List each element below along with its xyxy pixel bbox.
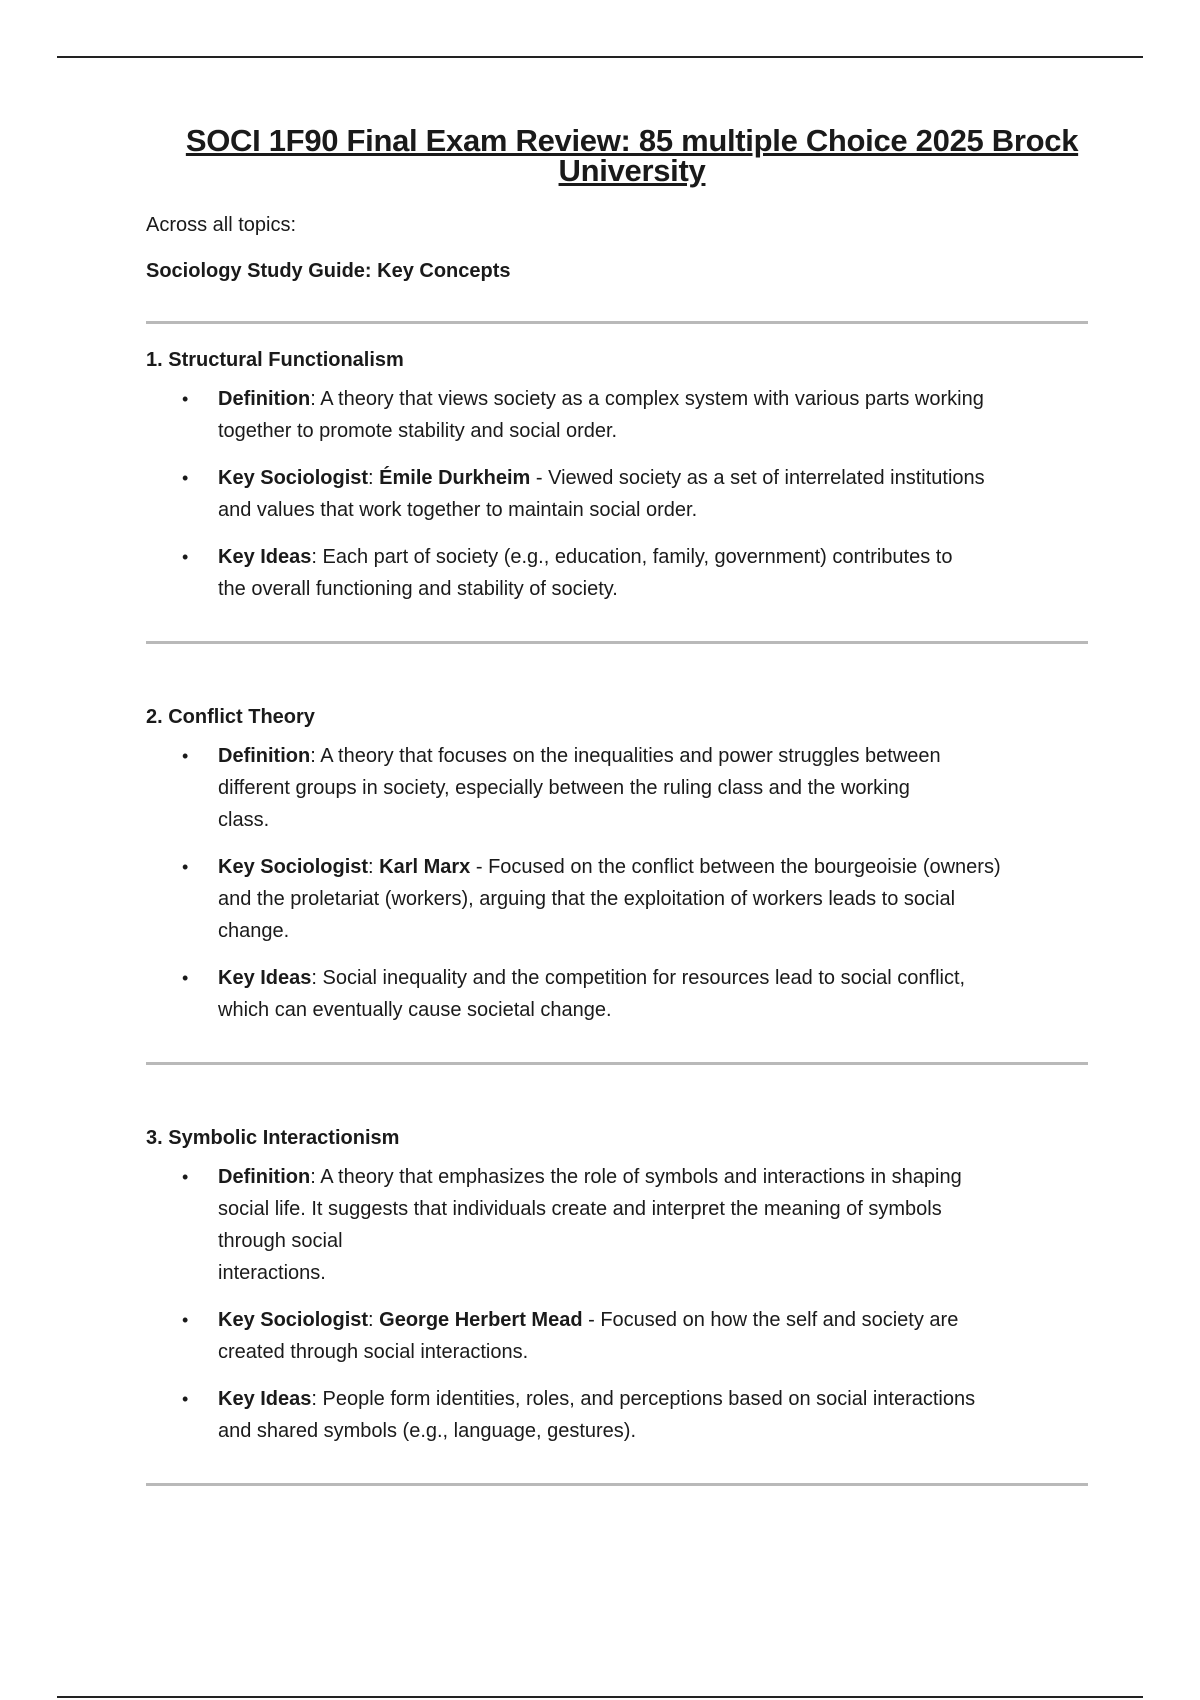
point-label: Key Ideas — [218, 546, 312, 568]
point-text-line: People form identities, roles, and perceptions based on social interactions — [322, 1388, 976, 1410]
point-label: Key Sociologist — [218, 856, 369, 878]
bullet-glyph: • — [182, 389, 189, 409]
point-label: Key Sociologist — [218, 1309, 369, 1331]
list-item: • Key Ideas: Each part of society (e.g., education, family, government) contributes to the overall functioning and stability of society. — [146, 541, 1088, 605]
document-body — [146, 123, 1088, 1486]
point-text-line: A theory that views society as a complex system with various parts working — [320, 388, 984, 410]
point-label: Key Ideas — [218, 967, 312, 989]
bullet-glyph: • — [182, 547, 189, 567]
bullet-glyph: • — [182, 746, 189, 766]
point-text-line: change. — [218, 920, 290, 942]
list-item: • Key Sociologist: Émile Durkheim - Viewed society as a set of interrelated institutions and values that work together to maintain social order. — [146, 462, 1088, 526]
point-text-line: Each part of society (e.g., education, family, government) contributes to — [322, 546, 953, 568]
bullet-glyph: • — [182, 1389, 189, 1409]
page-top-rule — [57, 56, 1143, 58]
bullet-glyph: • — [182, 468, 189, 488]
list-item: • Key Sociologist: Karl Marx - Focused on the conflict between the bourgeoisie (owners) and the proletariat (workers), arguing that the exploitation of workers leads to social change. — [146, 851, 1088, 947]
guide-heading: Sociology Study Guide: Key Concepts — [146, 260, 511, 282]
list-item: • Definition: A theory that focuses on the inequalities and power struggles between different groups in society, especially between the ruling class and the working class. — [146, 740, 1088, 836]
bullet-glyph: • — [182, 857, 189, 877]
section-divider — [146, 1062, 1088, 1065]
section-divider — [146, 1483, 1088, 1486]
bullet-list — [146, 383, 1088, 605]
point-label: Definition — [218, 1166, 311, 1188]
document-title — [176, 123, 1088, 188]
point-text-line: Focused on the conflict between the bourgeoisie (owners) — [488, 856, 1001, 878]
point-text-line: Social inequality and the competition for resources lead to social conflict, — [322, 967, 966, 989]
point-text-line: through social — [218, 1230, 343, 1252]
sociologist-name: Karl Marx — [379, 856, 471, 878]
section-heading: 1. Structural Functionalism — [146, 349, 404, 371]
section-heading: 2. Conflict Theory — [146, 706, 315, 728]
point-text-line: A theory that focuses on the inequalities and power struggles between — [320, 745, 941, 767]
point-text-line: which can eventually cause societal change. — [218, 999, 612, 1021]
section-divider — [146, 641, 1088, 644]
point-text-line: Viewed society as a set of interrelated institutions — [548, 467, 985, 489]
list-item: • Definition: A theory that views society as a complex system with various parts working together to promote stability and social order. — [146, 383, 1088, 447]
point-text-line: interactions. — [218, 1262, 326, 1284]
intro-text: Across all topics: — [146, 214, 297, 236]
point-text-line: social life. It suggests that individuals create and interpret the meaning of symbols — [218, 1198, 942, 1220]
list-item: • Key Ideas: Social inequality and the competition for resources lead to social conflict, which can eventually cause societal change. — [146, 962, 1088, 1026]
point-label: Key Sociologist — [218, 467, 369, 489]
list-item: • Key Ideas: People form identities, roles, and perceptions based on social interactions and shared symbols (e.g., language, gestures). — [146, 1383, 1088, 1447]
point-text-line: Focused on how the self and society are — [600, 1309, 959, 1331]
section-heading: 3. Symbolic Interactionism — [146, 1127, 400, 1149]
bullet-list — [146, 740, 1088, 1026]
page-bottom-rule — [57, 1696, 1143, 1698]
bullet-glyph: • — [182, 1167, 189, 1187]
title-line-2: University — [558, 153, 706, 188]
list-item: • Definition: A theory that emphasizes the role of symbols and interactions in shaping social life. It suggests that individuals create and interpret the meaning of symbols through social interactions. — [146, 1161, 1088, 1289]
point-text-line: and values that work together to maintain social order. — [218, 499, 698, 521]
point-text-line: and shared symbols (e.g., language, gestures). — [218, 1420, 637, 1442]
point-text-line: together to promote stability and social order. — [218, 420, 618, 442]
point-text-line: class. — [218, 809, 270, 831]
bullet-glyph: • — [182, 968, 189, 988]
title-line-1: SOCI 1F90 Final Exam Review: 85 multiple Choice 2025 Brock — [185, 123, 1079, 158]
list-item: • Key Sociologist: George Herbert Mead - Focused on how the self and society are created through social interactions. — [146, 1304, 1088, 1368]
point-text-line: created through social interactions. — [218, 1341, 529, 1363]
point-text-line: A theory that emphasizes the role of symbols and interactions in shaping — [320, 1166, 962, 1188]
sections-container — [146, 321, 1088, 1486]
sociologist-name: Émile Durkheim — [379, 467, 531, 489]
point-text-line: different groups in society, especially between the ruling class and the working — [218, 777, 910, 799]
point-label: Key Ideas — [218, 1388, 312, 1410]
point-text-line: and the proletariat (workers), arguing that the exploitation of workers leads to social — [218, 888, 956, 910]
point-label: Definition — [218, 388, 311, 410]
section-divider — [146, 321, 1088, 324]
bullet-list — [146, 1161, 1088, 1447]
point-label: Definition — [218, 745, 311, 767]
point-text-line: the overall functioning and stability of society. — [218, 578, 618, 600]
bullet-glyph: • — [182, 1310, 189, 1330]
sociologist-name: George Herbert Mead — [379, 1309, 583, 1331]
